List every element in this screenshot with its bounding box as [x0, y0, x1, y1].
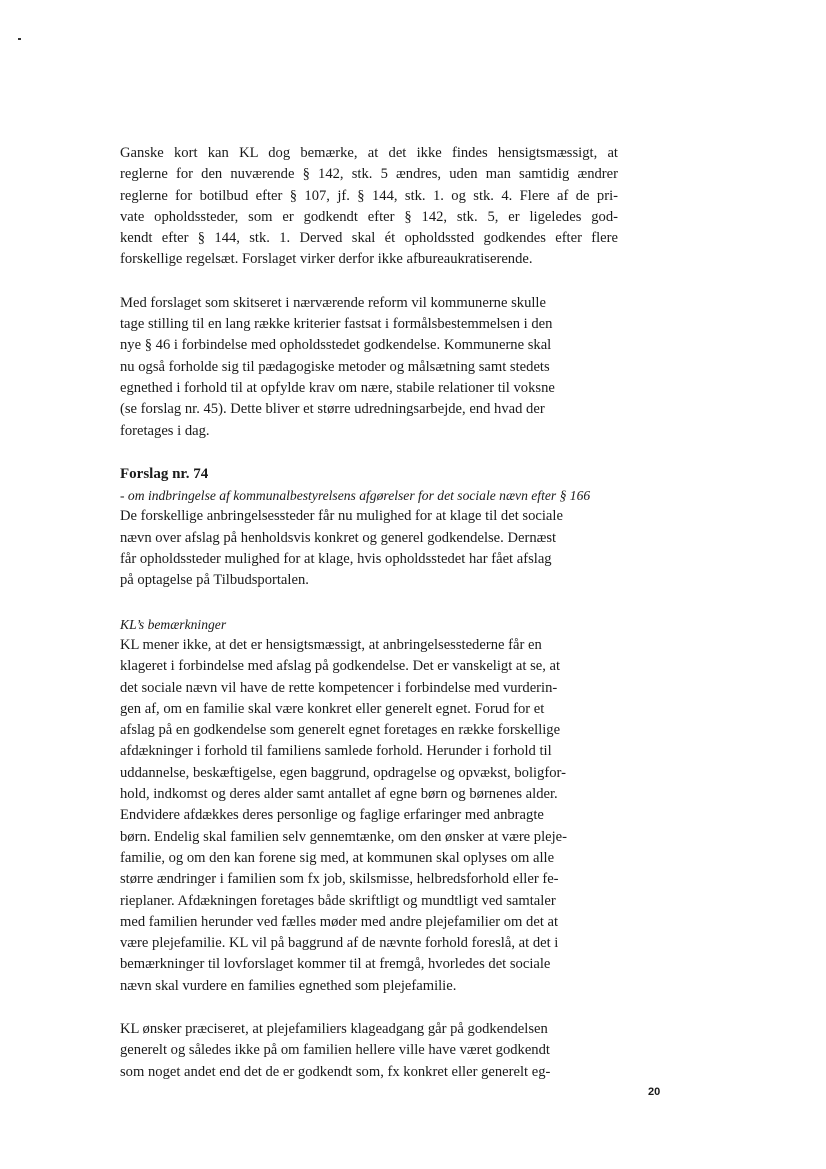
- text-line: KL mener ikke, at det er hensigtsmæssigt, at anbringelsesstederne får en: [120, 636, 542, 653]
- scan-speck: [18, 38, 21, 40]
- paragraph-klageadgang: [120, 1019, 618, 1083]
- text-line: afslag på en godkendelse som generelt egnet foretages en række forskellige: [120, 722, 561, 739]
- text-line: reglerne for den nuværende § 142, stk. 5 ændres, uden man samtidig ændrer: [120, 166, 618, 183]
- text-line: Endvidere afdækkes deres personlige og faglige erfaringer med anbragte: [120, 807, 544, 824]
- text-line: vate opholdssteder, som er godkendt efter § 142, stk. 5, er ligeledes god-: [120, 208, 618, 225]
- text-line: KL ønsker præciseret, at plejefamiliers klageadgang går på godkendelsen: [120, 1020, 548, 1037]
- proposal-section: [120, 464, 618, 592]
- proposal-body: [120, 506, 618, 591]
- text-line: som noget andet end det de er godkendt som, fx konkret eller generelt eg-: [120, 1063, 551, 1080]
- text-line: Med forslaget som skitseret i nærværende reform vil kommunerne skulle: [120, 294, 546, 311]
- text-line: på optagelse på Tilbudsportalen.: [120, 572, 309, 589]
- text-line: egnethed i forhold til at opfylde krav om nære, stabile relationer til voksne: [120, 379, 555, 396]
- text-line: det sociale nævn vil have de rette kompetencer i forbindelse med vurderin-: [120, 679, 558, 696]
- text-line: kendt efter § 144, stk. 1. Derved skal ét opholdssted godkendes efter flere: [120, 230, 618, 247]
- remarks-body: [120, 635, 618, 997]
- text-line: børn. Endelig skal familien selv gennemtænke, om den ønsker at være pleje-: [120, 828, 568, 845]
- text-line: Ganske kort kan KL dog bemærke, at det ikke findes hensigtsmæssigt, at: [120, 145, 618, 161]
- text-line: nævn skal vurdere en families egnethed som plejefamilie.: [120, 977, 457, 994]
- paragraph-reform: [120, 293, 618, 442]
- proposal-heading: Forslag nr. 74: [120, 465, 209, 482]
- text-line: afdækninger i forhold til familiens samlede forhold. Herunder i forhold til: [120, 743, 552, 760]
- text-line: nævn over afslag på henholdsvis konkret og generel godkendelse. Dernæst: [120, 529, 557, 546]
- text-line: familie, og om den kan forene sig med, at kommunen skal oplyses om alle: [120, 849, 555, 866]
- text-line: hold, indkomst og deres alder samt antallet af egne børn og børnenes alder.: [120, 786, 558, 803]
- text-line: (se forslag nr. 45). Dette bliver et større udredningsarbejde, end hvad der: [120, 401, 545, 418]
- text-line: med familien herunder ved fælles møder med andre plejefamilier om det at: [120, 913, 559, 930]
- text-line: større ændringer i familien som fx job, skilsmisse, helbredsforhold eller fe-: [120, 871, 559, 888]
- text-line: tage stilling til en lang række kriterier fastsat i formålsbestemmelsen i den: [120, 316, 553, 333]
- proposal-subtitle: - om indbringelse af kommunalbestyrelsens afgørelser for det sociale nævn efter § 166: [120, 488, 591, 504]
- remarks-section: [120, 614, 618, 997]
- text-line: De forskellige anbringelsessteder får nu mulighed for at klage til det sociale: [120, 508, 563, 525]
- remarks-heading: KL’s bemærkninger: [120, 616, 227, 632]
- text-line: får opholdssteder mulighed for at klage, hvis opholdsstedet har fået afslag: [120, 551, 552, 568]
- text-line: rieplaner. Afdækningen foretages både skriftligt og mundtligt ved samtaler: [120, 892, 556, 909]
- text-line: uddannelse, beskæftigelse, egen baggrund, opdragelse og opvækst, boligfor-: [120, 764, 566, 781]
- text-line: gen af, om en familie skal være konkret eller generelt egnet. Forud for et: [120, 700, 545, 717]
- paragraph-afbureaukratisering: [120, 143, 618, 271]
- text-line: generelt og således ikke på om familien hellere ville have været godkendt: [120, 1042, 550, 1059]
- text-line: forskellige regelsæt. Forslaget virker derfor ikke afbureaukratiserende.: [120, 251, 533, 268]
- text-line: nu også forholde sig til pædagogiske metoder og målsætning samt stedets: [120, 358, 550, 375]
- text-line: være plejefamilie. KL vil på baggrund af de nævnte forhold foreslå, at det i: [120, 935, 559, 952]
- text-line: nye § 46 i forbindelse med opholdsstedet godkendelse. Kommunerne skal: [120, 337, 552, 354]
- text-line: foretages i dag.: [120, 422, 210, 439]
- page-number: 20: [648, 1086, 661, 1098]
- text-line: bemærkninger til lovforslaget kommer til at fremgå, hvorledes det sociale: [120, 956, 551, 973]
- page-content: [120, 143, 618, 1083]
- text-line: klageret i forbindelse med afslag på godkendelse. Det er vanskeligt at se, at: [120, 658, 561, 675]
- text-line: reglerne for botilbud efter § 107, jf. § 144, stk. 1. og stk. 4. Flere af de pri-: [120, 187, 618, 204]
